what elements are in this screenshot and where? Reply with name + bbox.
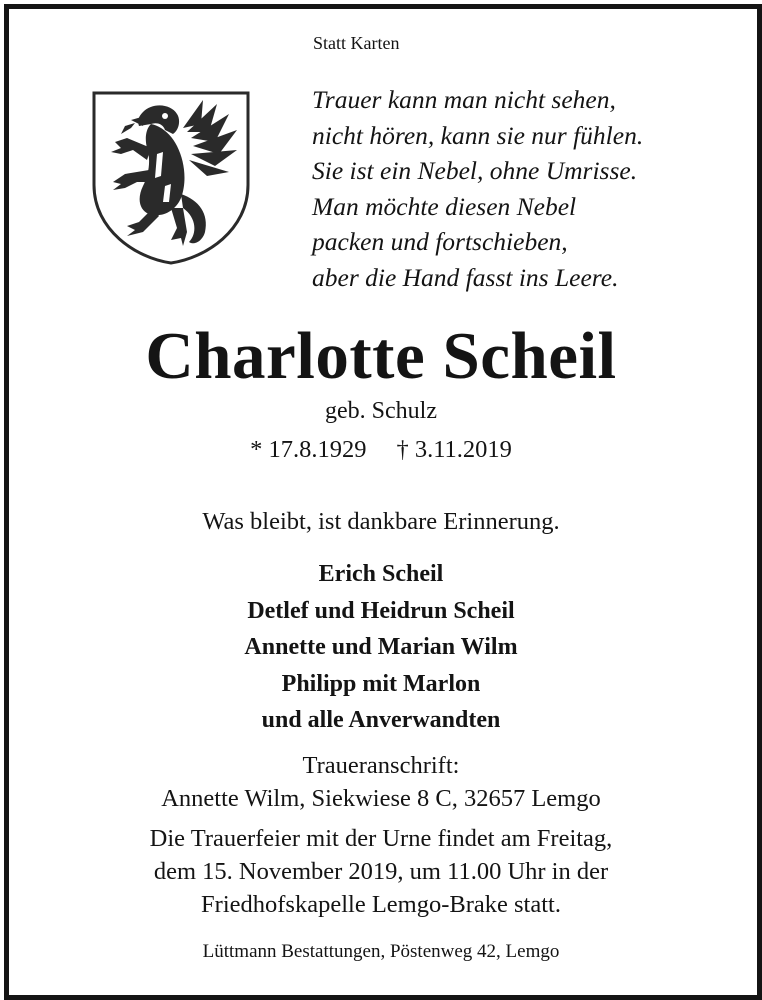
- mourners-list: [0, 556, 762, 739]
- mourner-name: Erich Scheil: [318, 561, 444, 587]
- poem-line: Man möchte diesen Nebel: [312, 191, 577, 221]
- maiden-name: geb. Schulz: [325, 398, 437, 424]
- funeral-home-footer: Lüttmann Bestattungen, Pöstenweg 42, Lemgo: [202, 941, 560, 962]
- poem-line: nicht hören, kann sie nur fühlen.: [312, 120, 644, 150]
- service-line: dem 15. November 2019, um 11.00 Uhr in der: [153, 858, 609, 885]
- mourner-name: Philipp mit Marlon: [281, 670, 481, 697]
- mourner-name: Detlef und Heidrun Scheil: [247, 597, 515, 624]
- remembrance-line: Was bleibt, ist dankbare Erinnerung.: [202, 508, 560, 535]
- service-line: Die Trauerfeier mit der Urne findet am Freitag,: [149, 825, 613, 852]
- mourner-name: und alle Anverwandten: [261, 707, 501, 733]
- address-label: Traueranschrift:: [302, 752, 460, 779]
- service-line: Friedhofskapelle Lemgo-Brake statt.: [201, 891, 561, 918]
- poem-line: Trauer kann man nicht sehen,: [312, 85, 616, 114]
- header-note: Statt Karten: [313, 33, 400, 53]
- mourner-name: Annette und Marian Wilm: [244, 634, 518, 660]
- funeral-service-details: [0, 822, 762, 921]
- deceased-name: Charlotte Scheil: [145, 319, 617, 393]
- griffin-coat-of-arms-icon: [91, 90, 251, 265]
- poem-line: Sie ist ein Nebel, ohne Umrisse.: [312, 156, 638, 185]
- poem-line: aber die Hand fasst ins Leere.: [312, 262, 619, 292]
- poem: [312, 82, 752, 295]
- birth-date: * 17.8.1929: [250, 436, 367, 463]
- mourning-address: Annette Wilm, Siekwiese 8 C, 32657 Lemgo: [161, 785, 601, 812]
- poem-line: packen und fortschieben,: [312, 227, 568, 256]
- life-dates: [0, 436, 762, 464]
- death-date: † 3.11.2019: [396, 436, 512, 463]
